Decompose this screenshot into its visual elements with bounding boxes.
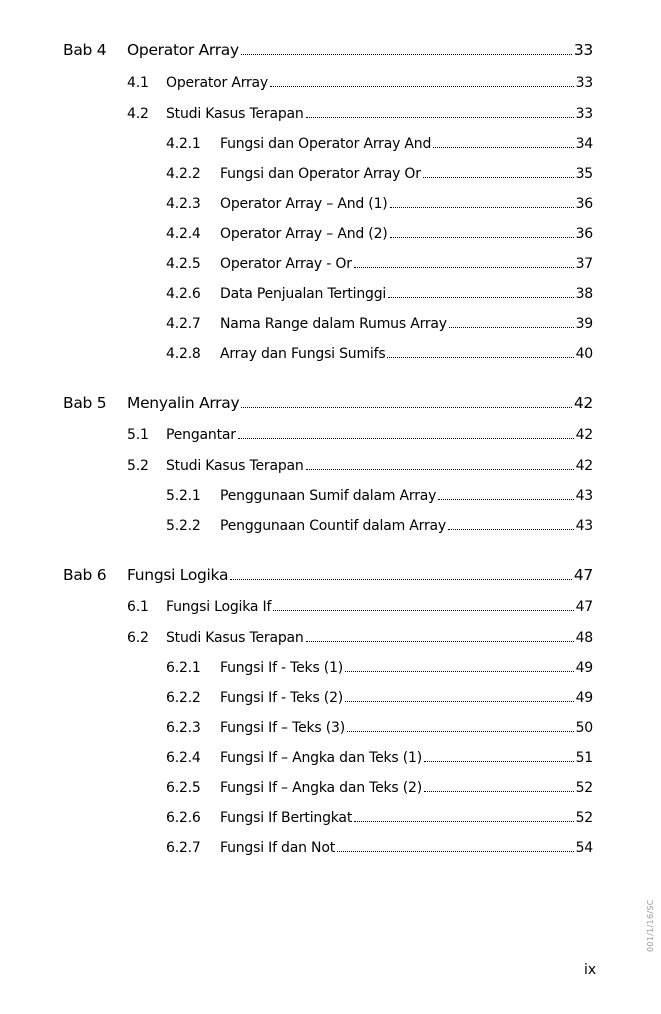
toc-entry-title: Operator Array xyxy=(127,41,239,59)
toc-entry-number: 6.2.4 xyxy=(166,750,201,766)
toc-entry-line xyxy=(166,629,593,647)
dot-leader xyxy=(306,641,574,642)
toc-entry-title: Array dan Fungsi Sumifs xyxy=(220,346,386,362)
toc-entry-line xyxy=(166,598,593,616)
toc-entry-title: Fungsi Logika If xyxy=(166,599,272,615)
toc-entry-title: Fungsi If – Angka dan Teks (2) xyxy=(220,780,422,796)
toc-entry-line xyxy=(220,195,593,213)
dot-leader xyxy=(449,327,574,328)
toc-entry-page: 43 xyxy=(575,518,593,534)
toc-entry-page: 48 xyxy=(575,630,593,646)
toc-entry-line xyxy=(220,689,593,707)
toc-entry-line xyxy=(127,394,593,412)
toc-entry-number: 4.2.6 xyxy=(166,286,201,302)
dot-leader xyxy=(347,731,574,732)
toc-entry-title: Operator Array xyxy=(166,75,269,91)
toc-entry-number: 4.2.7 xyxy=(166,316,201,332)
toc-entry-number: 4.2.5 xyxy=(166,256,201,272)
toc-entry-title: Fungsi If – Angka dan Teks (1) xyxy=(220,750,422,766)
toc-entry-number: Bab 6 xyxy=(63,566,107,584)
toc-entry-line xyxy=(220,255,593,273)
toc-entry-line xyxy=(127,566,593,584)
toc-entry-number: 6.2.7 xyxy=(166,840,201,856)
toc-entry-line xyxy=(220,345,593,363)
toc-entry-page: 35 xyxy=(575,166,593,182)
dot-leader xyxy=(424,761,574,762)
toc-entry-title: Fungsi If dan Not xyxy=(220,840,335,856)
toc-entry-line xyxy=(220,225,593,243)
toc-entry-page: 42 xyxy=(573,394,593,412)
toc-entry-line xyxy=(166,105,593,123)
dot-leader xyxy=(241,407,572,408)
toc-entry-number: 4.2.4 xyxy=(166,226,201,242)
toc-entry-line xyxy=(166,457,593,475)
toc-entry-line xyxy=(220,135,593,153)
toc-entry-page: 52 xyxy=(575,780,593,796)
toc-entry-title: Pengantar xyxy=(166,427,236,443)
toc-entry-page: 49 xyxy=(575,660,593,676)
toc-entry-page: 47 xyxy=(573,566,593,584)
dot-leader xyxy=(337,851,574,852)
toc-entry-line xyxy=(220,487,593,505)
toc-entry-page: 36 xyxy=(575,196,593,212)
toc-entry-number: 4.1 xyxy=(127,75,149,91)
toc-entry-page: 33 xyxy=(573,41,593,59)
toc-entry-number: 6.2.3 xyxy=(166,720,201,736)
toc-entry-title: Studi Kasus Terapan xyxy=(166,630,304,646)
toc-entry-title: Studi Kasus Terapan xyxy=(166,106,304,122)
toc-entry-line xyxy=(220,749,593,767)
toc-entry-number: 6.2.1 xyxy=(166,660,201,676)
toc-entry-title: Operator Array – And (1) xyxy=(220,196,388,212)
toc-entry-number: 4.2 xyxy=(127,106,149,122)
page-number: ix xyxy=(584,962,597,978)
toc-entry-title: Fungsi dan Operator Array And xyxy=(220,136,432,152)
toc-entry-line xyxy=(220,517,593,535)
toc-entry-page: 42 xyxy=(575,458,593,474)
toc-entry-page: 52 xyxy=(575,810,593,826)
toc-entry-line xyxy=(220,165,593,183)
dot-leader xyxy=(345,671,574,672)
toc-entry-page: 33 xyxy=(575,106,593,122)
toc-entry-title: Fungsi If - Teks (1) xyxy=(220,660,344,676)
dot-leader xyxy=(230,579,572,580)
toc-entry-number: 5.2.2 xyxy=(166,518,201,534)
dot-leader xyxy=(423,177,574,178)
toc-entry-line xyxy=(220,659,593,677)
toc-entry-line xyxy=(127,41,593,59)
toc-entry-title: Fungsi Logika xyxy=(127,566,229,584)
toc-entry-page: 42 xyxy=(575,427,593,443)
toc-entry-page: 50 xyxy=(575,720,593,736)
dot-leader xyxy=(438,499,573,500)
dot-leader xyxy=(238,438,574,439)
toc-entry-page: 51 xyxy=(575,750,593,766)
toc-entry-title: Fungsi If - Teks (2) xyxy=(220,690,344,706)
dot-leader xyxy=(354,267,574,268)
dot-leader xyxy=(241,54,572,55)
toc-entry-page: 38 xyxy=(575,286,593,302)
toc-entry-page: 40 xyxy=(575,346,593,362)
toc-entry-title: Operator Array - Or xyxy=(220,256,352,272)
toc-entry-number: 5.2 xyxy=(127,458,149,474)
toc-entry-number: 4.2.1 xyxy=(166,136,201,152)
toc-entry-line xyxy=(220,809,593,827)
dot-leader xyxy=(387,357,573,358)
toc-entry-number: 4.2.8 xyxy=(166,346,201,362)
toc-entry-number: 5.2.1 xyxy=(166,488,201,504)
toc-entry-line xyxy=(220,719,593,737)
toc-entry-title: Fungsi dan Operator Array Or xyxy=(220,166,421,182)
toc-entry-line xyxy=(220,315,593,333)
toc-entry-number: 5.1 xyxy=(127,427,149,443)
toc-entry-number: 4.2.3 xyxy=(166,196,201,212)
toc-entry-number: Bab 4 xyxy=(63,41,107,59)
toc-entry-title: Fungsi If Bertingkat xyxy=(220,810,353,826)
dot-leader xyxy=(448,529,574,530)
dot-leader xyxy=(424,791,574,792)
toc-entry-number: 6.2 xyxy=(127,630,149,646)
toc-entry-page: 47 xyxy=(575,599,593,615)
dot-leader xyxy=(354,821,573,822)
toc-entry-page: 36 xyxy=(575,226,593,242)
toc-entry-title: Menyalin Array xyxy=(127,394,240,412)
toc-entry-number: Bab 5 xyxy=(63,394,107,412)
toc-entry-page: 54 xyxy=(575,840,593,856)
toc-entry-number: 6.2.5 xyxy=(166,780,201,796)
dot-leader xyxy=(433,147,573,148)
dot-leader xyxy=(345,701,574,702)
toc-entry-number: 6.2.6 xyxy=(166,810,201,826)
dot-leader xyxy=(388,297,573,298)
toc-entry-line xyxy=(220,285,593,303)
toc-entry-number: 6.2.2 xyxy=(166,690,201,706)
toc-entry-title: Fungsi If – Teks (3) xyxy=(220,720,345,736)
toc-entry-title: Studi Kasus Terapan xyxy=(166,458,304,474)
toc-entry-page: 34 xyxy=(575,136,593,152)
toc-entry-page: 39 xyxy=(575,316,593,332)
toc-entry-number: 6.1 xyxy=(127,599,149,615)
toc-entry-page: 49 xyxy=(575,690,593,706)
dot-leader xyxy=(390,237,574,238)
toc-entry-title: Nama Range dalam Rumus Array xyxy=(220,316,447,332)
dot-leader xyxy=(390,207,574,208)
toc-entry-line xyxy=(220,839,593,857)
toc-entry-line xyxy=(166,74,593,92)
toc-entry-title: Penggunaan Sumif dalam Array xyxy=(220,488,437,504)
toc-entry-page: 37 xyxy=(575,256,593,272)
dot-leader xyxy=(270,86,574,87)
toc-entry-line xyxy=(220,779,593,797)
side-code: 001/1/16/SC xyxy=(646,899,655,952)
toc-entry-number: 4.2.2 xyxy=(166,166,201,182)
dot-leader xyxy=(273,610,573,611)
toc-entry-line xyxy=(166,426,593,444)
toc-entry-page: 43 xyxy=(575,488,593,504)
toc-entry-page: 33 xyxy=(575,75,593,91)
toc-entry-title: Data Penjualan Tertinggi xyxy=(220,286,387,302)
dot-leader xyxy=(306,117,574,118)
toc-entry-title: Penggunaan Countif dalam Array xyxy=(220,518,447,534)
toc-entry-title: Operator Array – And (2) xyxy=(220,226,388,242)
dot-leader xyxy=(306,469,574,470)
